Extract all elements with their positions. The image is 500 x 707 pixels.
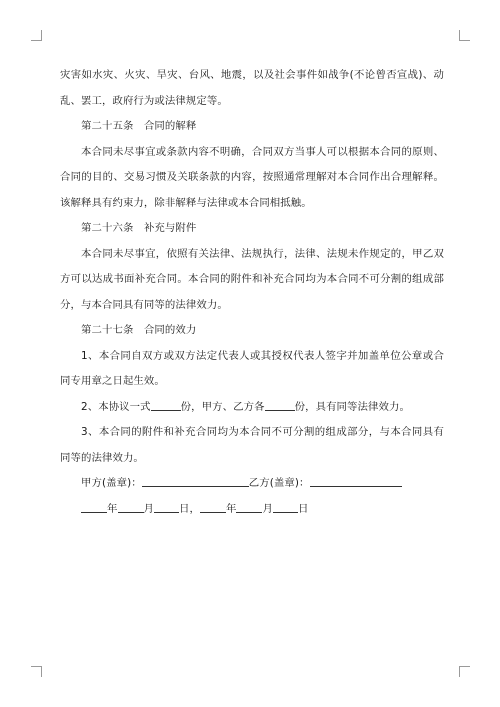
party-a-label: 甲方(盖章)： — [81, 477, 142, 489]
copies-total-blank[interactable] — [151, 399, 181, 411]
paragraph-force-majeure: 灾害如水灾、火灾、旱灾、台风、地震，以及社会事件如战争(不论曾否宣战)、动乱、罢工，政府行为或法律规定等。 — [60, 69, 444, 107]
heading-article-27: 第二十七条 合同的效力 — [81, 324, 197, 336]
crop-mark-bottom-right — [459, 666, 470, 677]
date-b-day-blank[interactable] — [273, 501, 298, 513]
date-b-day-label: 日 — [297, 502, 309, 515]
date-b-month-label: 月 — [262, 502, 273, 515]
paragraph-effectiveness-1: 1、本合同自双方或双方法定代表人或其授权代表人签字并加盖单位公章或合同专用章之日起生效。 — [60, 349, 444, 387]
party-a-seal-blank[interactable] — [142, 475, 249, 487]
date-a-day-label: 日， — [179, 502, 200, 515]
copies-each-blank[interactable] — [265, 399, 295, 411]
date-b-year-label: 年 — [225, 502, 237, 515]
crop-mark-top-left — [31, 30, 42, 41]
date-a-year-label: 年 — [107, 502, 118, 515]
signature-line — [60, 471, 444, 497]
copies-text-c: 份，具有同等法律效力。 — [294, 400, 410, 413]
paragraph-interpretation: 本合同未尽事宜或条款内容不明确，合同双方当事人可以根据本合同的原则、合同的目的、交易习惯及关联条款的内容，按照通常理解对本合同作出合理解释。该解释具有约束力，除非解释与法律或本合同相抵触。 — [60, 145, 444, 209]
heading-article-25: 第二十五条 合同的解释 — [81, 120, 197, 132]
paragraph-copies — [60, 395, 444, 421]
document-body — [60, 63, 444, 522]
crop-mark-bottom-left — [31, 666, 42, 677]
date-b-year-blank[interactable] — [200, 501, 226, 513]
party-b-label: 乙方(盖章)： — [248, 477, 310, 489]
date-line — [60, 497, 444, 523]
date-b-month-blank[interactable] — [236, 501, 262, 513]
paragraph-effectiveness-3: 3、本合同的附件和补充合同均为本合同不可分割的组成部分，与本合同具有同等的法律效力。 — [60, 426, 444, 464]
copies-text-a: 2、本协议一式 — [81, 400, 151, 413]
paragraph-supplement: 本合同未尽事宜，依照有关法律、法规执行，法律、法规未作规定的，甲乙双方可以达成书面补充合同。本合同的附件和补充合同均为本合同不可分割的组成部分，与本合同具有同等的法律效力。 — [60, 247, 444, 311]
date-a-month-blank[interactable] — [118, 501, 144, 513]
party-b-seal-blank[interactable] — [310, 475, 402, 487]
date-a-year-blank[interactable] — [81, 501, 107, 513]
heading-article-26: 第二十六条 补充与附件 — [81, 222, 197, 234]
date-a-day-blank[interactable] — [154, 501, 179, 513]
crop-mark-top-right — [459, 30, 470, 41]
copies-text-b: 份，甲方、乙方各 — [180, 400, 265, 413]
date-a-month-label: 月 — [143, 502, 154, 515]
